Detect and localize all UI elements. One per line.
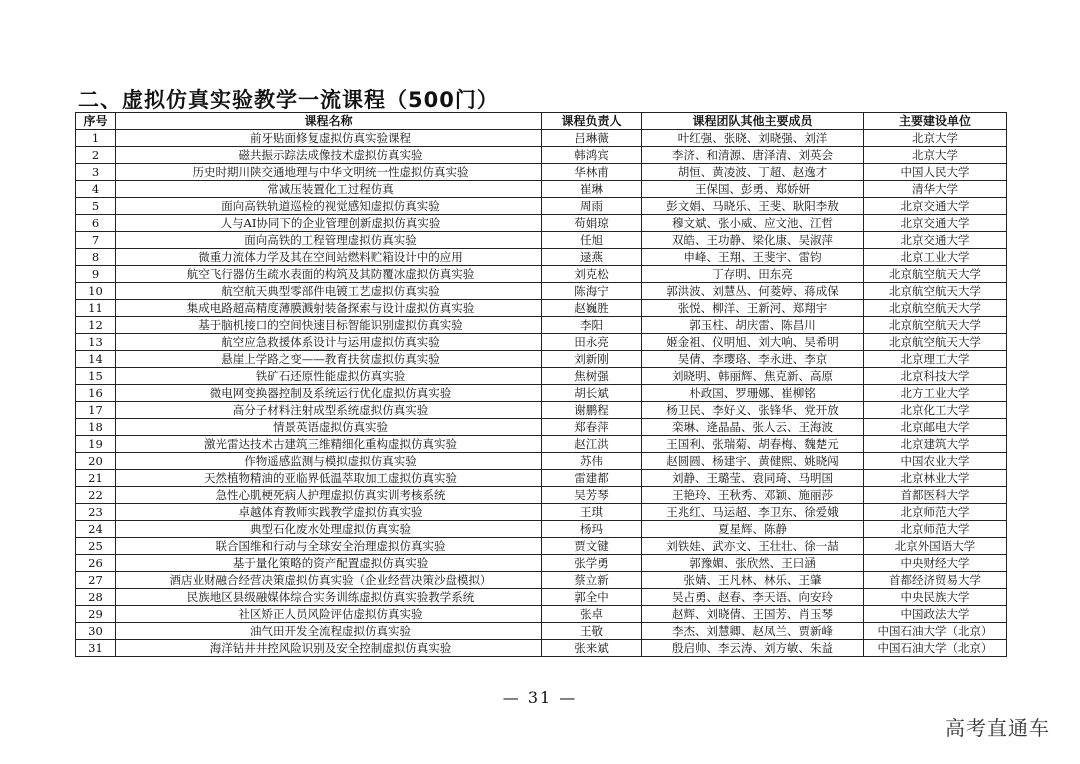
cell-members: 张婧、王凡林、林乐、王肇 (642, 572, 864, 589)
cell-course-name: 航空应急救援体系设计与运用虚拟仿真实验 (116, 334, 542, 351)
cell-unit: 中国石油大学（北京） (864, 640, 1007, 657)
cell-course-name: 磁共振示踪法成像技术虚拟仿真实验 (116, 147, 542, 164)
cell-members: 刘晓明、韩丽辉、焦克新、高原 (642, 368, 864, 385)
table-row (76, 538, 1007, 555)
cell-course-name: 卓越体育教师实践教学虚拟仿真实验 (116, 504, 542, 521)
cell-unit: 北京工业大学 (864, 249, 1007, 266)
table-row (76, 623, 1007, 640)
cell-members: 李济、和清源、唐泽清、刘英会 (642, 147, 864, 164)
table-header-row (76, 113, 1007, 130)
cell-course-name: 微电网变换器控制及系统运行优化虚拟仿真实验 (116, 385, 542, 402)
cell-leader: 胡长斌 (542, 385, 642, 402)
cell-unit: 北京建筑大学 (864, 436, 1007, 453)
cell-unit: 清华大学 (864, 181, 1007, 198)
cell-members: 李杰、刘慧卿、赵凤兰、贾新峰 (642, 623, 864, 640)
cell-course-name: 历史时期川陕交通地理与中华文明统一性虚拟仿真实验 (116, 164, 542, 181)
cell-course-name: 激光雷达技术古建筑三维精细化重构虚拟仿真实验 (116, 436, 542, 453)
cell-unit: 北京大学 (864, 147, 1007, 164)
cell-unit: 北京外国语大学 (864, 538, 1007, 555)
cell-members: 申峰、王翔、王斐宇、雷钧 (642, 249, 864, 266)
cell-course-name: 酒店业财融合经营决策虚拟仿真实验（企业经营决策沙盘模拟） (116, 572, 542, 589)
cell-leader: 张学勇 (542, 555, 642, 572)
cell-seq: 30 (76, 623, 116, 640)
cell-unit: 北京航空航天大学 (864, 283, 1007, 300)
cell-course-name: 航空飞行器仿生疏水表面的构筑及其防覆冰虚拟仿真实验 (116, 266, 542, 283)
table-row (76, 572, 1007, 589)
cell-members: 吴倩、李璎珞、李永进、李京 (642, 351, 864, 368)
cell-unit: 首都经济贸易大学 (864, 572, 1007, 589)
cell-members: 吴占勇、赵春、李天语、向安玲 (642, 589, 864, 606)
cell-unit: 北京交通大学 (864, 198, 1007, 215)
cell-seq: 31 (76, 640, 116, 657)
watermark-text: 高考直通车 (945, 716, 1050, 740)
cell-course-name: 前牙贴面修复虚拟仿真实验课程 (116, 130, 542, 147)
table-row (76, 402, 1007, 419)
table-row (76, 198, 1007, 215)
cell-unit: 中国石油大学（北京） (864, 623, 1007, 640)
table-row (76, 164, 1007, 181)
cell-unit: 北京科技大学 (864, 368, 1007, 385)
cell-members: 赵圆圆、杨建宇、黄健熙、姚晓闯 (642, 453, 864, 470)
header-unit: 主要建设单位 (864, 113, 1007, 130)
cell-seq: 10 (76, 283, 116, 300)
cell-members: 刘静、王璐莹、袁同琦、马明国 (642, 470, 864, 487)
table-body (76, 130, 1007, 657)
course-table (75, 112, 1007, 657)
cell-seq: 28 (76, 589, 116, 606)
cell-seq: 19 (76, 436, 116, 453)
cell-course-name: 面向高铁的工程管理虚拟仿真实验 (116, 232, 542, 249)
table-row (76, 334, 1007, 351)
cell-members: 双皓、王功静、梁化康、吴淑萍 (642, 232, 864, 249)
cell-unit: 首都医科大学 (864, 487, 1007, 504)
section-title: 二、虚拟仿真实验教学一流课程（500门） (78, 88, 499, 112)
cell-seq: 22 (76, 487, 116, 504)
cell-members: 殷启帅、李云涛、刘方敏、朱益 (642, 640, 864, 657)
cell-leader: 郑春萍 (542, 419, 642, 436)
cell-unit: 北方工业大学 (864, 385, 1007, 402)
cell-seq: 5 (76, 198, 116, 215)
cell-seq: 15 (76, 368, 116, 385)
cell-leader: 任旭 (542, 232, 642, 249)
cell-course-name: 油气田开发全流程虚拟仿真实验 (116, 623, 542, 640)
cell-leader: 吕琳薇 (542, 130, 642, 147)
cell-members: 郭洪波、刘慧丛、何菱婷、蒋成保 (642, 283, 864, 300)
cell-leader: 雷建都 (542, 470, 642, 487)
table-row (76, 283, 1007, 300)
cell-unit: 北京林业大学 (864, 470, 1007, 487)
cell-seq: 27 (76, 572, 116, 589)
cell-seq: 8 (76, 249, 116, 266)
cell-leader: 逯燕 (542, 249, 642, 266)
cell-leader: 赵巍胜 (542, 300, 642, 317)
cell-leader: 华林甫 (542, 164, 642, 181)
cell-seq: 29 (76, 606, 116, 623)
table-row (76, 504, 1007, 521)
cell-leader: 苟娟琼 (542, 215, 642, 232)
cell-members: 栾琳、逄晶晶、张人云、王海波 (642, 419, 864, 436)
cell-members: 叶红强、张晓、刘晓强、刘洋 (642, 130, 864, 147)
cell-members: 刘铁娃、武亦文、王壮壮、徐一喆 (642, 538, 864, 555)
cell-course-name: 人与AI协同下的企业管理创新虚拟仿真实验 (116, 215, 542, 232)
cell-members: 王保国、彭勇、郑娇妍 (642, 181, 864, 198)
cell-seq: 1 (76, 130, 116, 147)
cell-unit: 北京航空航天大学 (864, 334, 1007, 351)
cell-members: 郭豫媚、张欣然、王曰涵 (642, 555, 864, 572)
table-row (76, 317, 1007, 334)
cell-members: 朴政国、罗珊娜、崔柳铭 (642, 385, 864, 402)
cell-leader: 谢鹏程 (542, 402, 642, 419)
cell-unit: 中国人民大学 (864, 164, 1007, 181)
cell-unit: 北京邮电大学 (864, 419, 1007, 436)
table-row (76, 606, 1007, 623)
table-row (76, 487, 1007, 504)
cell-course-name: 航空航天典型零部件电镀工艺虚拟仿真实验 (116, 283, 542, 300)
cell-course-name: 民族地区县级融媒体综合实务训练虚拟仿真实验教学系统 (116, 589, 542, 606)
table-row (76, 589, 1007, 606)
table-row (76, 147, 1007, 164)
cell-members: 穆文斌、张小威、应文池、江哲 (642, 215, 864, 232)
cell-members: 丁存明、田东亮 (642, 266, 864, 283)
cell-seq: 4 (76, 181, 116, 198)
cell-seq: 17 (76, 402, 116, 419)
table-row (76, 130, 1007, 147)
cell-seq: 16 (76, 385, 116, 402)
cell-leader: 杨玛 (542, 521, 642, 538)
cell-course-name: 基于脑机接口的空间快速目标智能识别虚拟仿真实验 (116, 317, 542, 334)
cell-leader: 吴芳琴 (542, 487, 642, 504)
cell-course-name: 常减压装置化工过程仿真 (116, 181, 542, 198)
cell-seq: 3 (76, 164, 116, 181)
cell-members: 王兆红、马运超、李卫东、徐爱娥 (642, 504, 864, 521)
table-row (76, 555, 1007, 572)
cell-course-name: 微重力流体力学及其在空间站燃料贮箱设计中的应用 (116, 249, 542, 266)
cell-unit: 北京航空航天大学 (864, 317, 1007, 334)
cell-seq: 18 (76, 419, 116, 436)
cell-seq: 2 (76, 147, 116, 164)
cell-members: 姬金祖、仪明旭、刘大响、吴希明 (642, 334, 864, 351)
cell-leader: 蔡立新 (542, 572, 642, 589)
table-row (76, 368, 1007, 385)
cell-unit: 北京化工大学 (864, 402, 1007, 419)
table-row (76, 453, 1007, 470)
cell-members: 赵辉、刘晓倩、王国芳、肖玉琴 (642, 606, 864, 623)
table-row (76, 232, 1007, 249)
cell-course-name: 联合国维和行动与全球安全治理虚拟仿真实验 (116, 538, 542, 555)
cell-leader: 郭全中 (542, 589, 642, 606)
header-seq: 序号 (76, 113, 116, 130)
cell-leader: 苏伟 (542, 453, 642, 470)
cell-course-name: 情景英语虚拟仿真实验 (116, 419, 542, 436)
cell-leader: 田永亮 (542, 334, 642, 351)
cell-seq: 26 (76, 555, 116, 572)
cell-course-name: 基于量化策略的资产配置虚拟仿真实验 (116, 555, 542, 572)
cell-members: 王艳玲、王秋秀、邓颖、施丽莎 (642, 487, 864, 504)
cell-course-name: 集成电路超高精度薄膜溅射装备探索与设计虚拟仿真实验 (116, 300, 542, 317)
table-row (76, 470, 1007, 487)
header-course-name: 课程名称 (116, 113, 542, 130)
table-row (76, 385, 1007, 402)
cell-unit: 中国政法大学 (864, 606, 1007, 623)
table-row (76, 521, 1007, 538)
cell-course-name: 高分子材料注射成型系统虚拟仿真实验 (116, 402, 542, 419)
cell-leader: 贾文键 (542, 538, 642, 555)
cell-unit: 北京师范大学 (864, 504, 1007, 521)
cell-course-name: 急性心肌梗死病人护理虚拟仿真实训考核系统 (116, 487, 542, 504)
cell-unit: 北京理工大学 (864, 351, 1007, 368)
cell-leader: 张卓 (542, 606, 642, 623)
cell-members: 王国利、张瑞菊、胡春梅、魏楚元 (642, 436, 864, 453)
cell-course-name: 天然植物精油的亚临界低温萃取加工虚拟仿真实验 (116, 470, 542, 487)
cell-leader: 焦树强 (542, 368, 642, 385)
cell-course-name: 悬崖上学路之变——教育扶贫虚拟仿真实验 (116, 351, 542, 368)
cell-course-name: 作物遥感监测与模拟虚拟仿真实验 (116, 453, 542, 470)
cell-seq: 23 (76, 504, 116, 521)
cell-seq: 13 (76, 334, 116, 351)
cell-leader: 张来斌 (542, 640, 642, 657)
cell-unit: 中央财经大学 (864, 555, 1007, 572)
cell-seq: 7 (76, 232, 116, 249)
cell-unit: 北京大学 (864, 130, 1007, 147)
table-row (76, 300, 1007, 317)
cell-seq: 11 (76, 300, 116, 317)
cell-seq: 6 (76, 215, 116, 232)
cell-leader: 韩鸿宾 (542, 147, 642, 164)
cell-leader: 赵江洪 (542, 436, 642, 453)
cell-members: 胡恒、黄凌波、丁超、赵逸才 (642, 164, 864, 181)
cell-members: 张悦、柳洋、王新河、郑翔宇 (642, 300, 864, 317)
cell-seq: 20 (76, 453, 116, 470)
cell-leader: 刘克松 (542, 266, 642, 283)
header-leader: 课程负责人 (542, 113, 642, 130)
cell-seq: 9 (76, 266, 116, 283)
cell-course-name: 面向高铁轨道巡检的视觉感知虚拟仿真实验 (116, 198, 542, 215)
cell-seq: 25 (76, 538, 116, 555)
table-row (76, 436, 1007, 453)
cell-course-name: 海洋钻井井控风险识别及安全控制虚拟仿真实验 (116, 640, 542, 657)
cell-leader: 王琪 (542, 504, 642, 521)
cell-members: 郭玉柱、胡庆雷、陈昌川 (642, 317, 864, 334)
table-row (76, 215, 1007, 232)
page-number: — 31 — (502, 688, 578, 707)
cell-members: 杨卫民、李好义、张锋华、党开放 (642, 402, 864, 419)
table-row (76, 181, 1007, 198)
cell-leader: 周雨 (542, 198, 642, 215)
table-row (76, 640, 1007, 657)
cell-course-name: 典型石化废水处理虚拟仿真实验 (116, 521, 542, 538)
cell-leader: 崔琳 (542, 181, 642, 198)
cell-course-name: 社区矫正人员风险评估虚拟仿真实验 (116, 606, 542, 623)
cell-unit: 中国农业大学 (864, 453, 1007, 470)
cell-unit: 北京师范大学 (864, 521, 1007, 538)
cell-seq: 21 (76, 470, 116, 487)
cell-leader: 陈海宁 (542, 283, 642, 300)
table-row (76, 351, 1007, 368)
cell-course-name: 铁矿石还原性能虚拟仿真实验 (116, 368, 542, 385)
header-members: 课程团队其他主要成员 (642, 113, 864, 130)
table-row (76, 249, 1007, 266)
cell-unit: 北京交通大学 (864, 232, 1007, 249)
cell-unit: 北京航空航天大学 (864, 300, 1007, 317)
cell-unit: 中央民族大学 (864, 589, 1007, 606)
cell-leader: 李阳 (542, 317, 642, 334)
cell-members: 夏星辉、陈静 (642, 521, 864, 538)
table-row (76, 419, 1007, 436)
cell-unit: 北京航空航天大学 (864, 266, 1007, 283)
cell-leader: 刘新刚 (542, 351, 642, 368)
cell-unit: 北京交通大学 (864, 215, 1007, 232)
cell-members: 彭文娟、马晓乐、王斐、耿阳李敖 (642, 198, 864, 215)
cell-seq: 24 (76, 521, 116, 538)
cell-seq: 12 (76, 317, 116, 334)
table-row (76, 266, 1007, 283)
cell-leader: 王敬 (542, 623, 642, 640)
cell-seq: 14 (76, 351, 116, 368)
